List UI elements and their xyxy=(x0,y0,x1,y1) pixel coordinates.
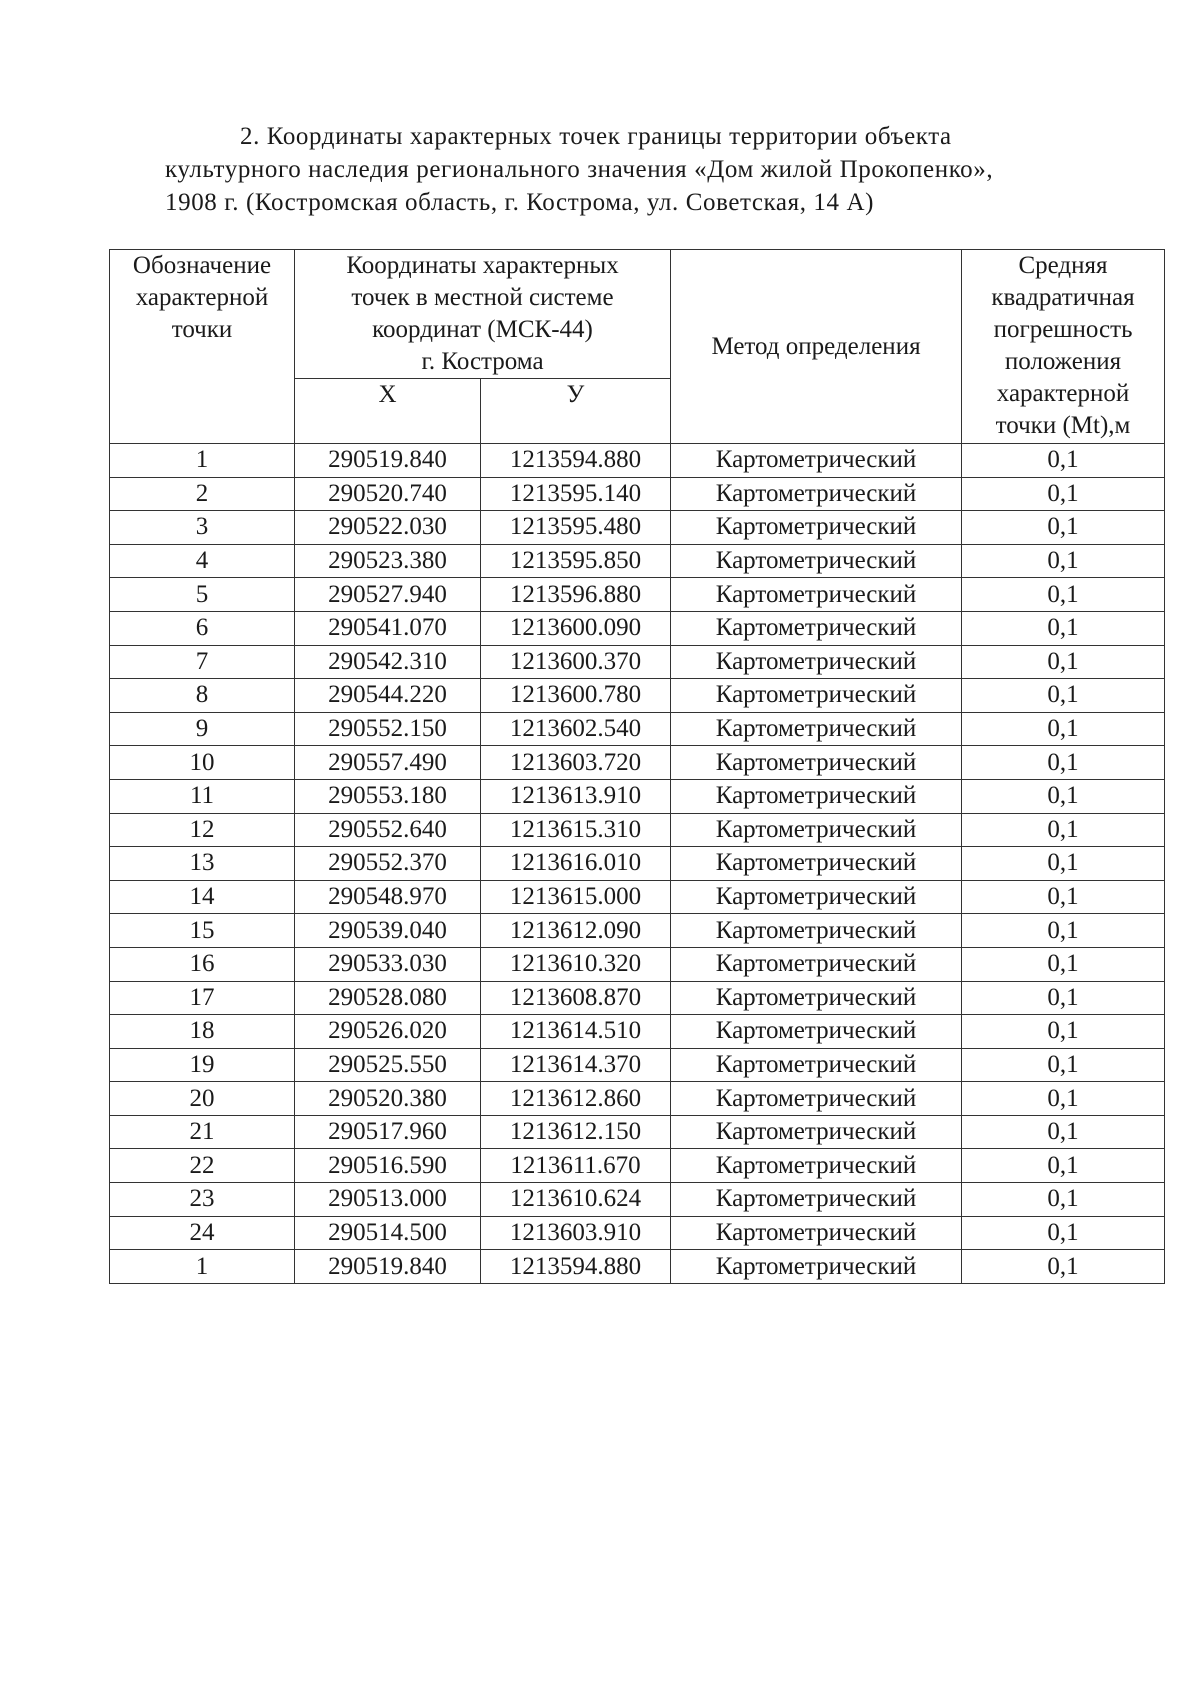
cell-mt: 0,1 xyxy=(962,1183,1165,1217)
cell-point-number: 9 xyxy=(110,712,295,746)
cell-y: 1213615.000 xyxy=(481,880,671,914)
cell-method: Картометрический xyxy=(671,1082,962,1116)
cell-method: Картометрический xyxy=(671,1048,962,1082)
cell-mt: 0,1 xyxy=(962,611,1165,645)
cell-mt: 0,1 xyxy=(962,477,1165,511)
cell-mt: 0,1 xyxy=(962,679,1165,713)
cell-x: 290553.180 xyxy=(295,779,481,813)
cell-mt: 0,1 xyxy=(962,914,1165,948)
header-error-line: квадратичная xyxy=(991,284,1135,311)
cell-mt: 0,1 xyxy=(962,712,1165,746)
cell-y: 1213613.910 xyxy=(481,779,671,813)
table-row xyxy=(110,1115,1165,1149)
cell-x: 290519.840 xyxy=(295,1250,481,1284)
cell-point-number: 14 xyxy=(110,880,295,914)
cell-point-number: 1 xyxy=(110,1250,295,1284)
cell-mt: 0,1 xyxy=(962,746,1165,780)
header-error-line: точки (Mt),м xyxy=(995,412,1131,439)
header-point-line: точки xyxy=(171,316,233,343)
header-coordinates xyxy=(295,250,671,379)
table-row xyxy=(110,544,1165,578)
cell-method: Картометрический xyxy=(671,779,962,813)
table-row xyxy=(110,1149,1165,1183)
cell-x: 290544.220 xyxy=(295,679,481,713)
cell-x: 290533.030 xyxy=(295,947,481,981)
cell-y: 1213602.540 xyxy=(481,712,671,746)
cell-x: 290513.000 xyxy=(295,1183,481,1217)
cell-mt: 0,1 xyxy=(962,1149,1165,1183)
table-row xyxy=(110,779,1165,813)
cell-x: 290541.070 xyxy=(295,611,481,645)
table-row xyxy=(110,981,1165,1015)
header-coords-line: точек в местной системе xyxy=(351,284,614,311)
cell-method: Картометрический xyxy=(671,578,962,612)
cell-point-number: 11 xyxy=(110,779,295,813)
cell-x: 290526.020 xyxy=(295,1015,481,1049)
cell-method: Картометрический xyxy=(671,1250,962,1284)
cell-point-number: 1 xyxy=(110,444,295,478)
cell-y: 1213608.870 xyxy=(481,981,671,1015)
cell-x: 290552.150 xyxy=(295,712,481,746)
cell-point-number: 8 xyxy=(110,679,295,713)
cell-y: 1213594.880 xyxy=(481,444,671,478)
cell-method: Картометрический xyxy=(671,1015,962,1049)
cell-method: Картометрический xyxy=(671,981,962,1015)
cell-y: 1213615.310 xyxy=(481,813,671,847)
cell-point-number: 24 xyxy=(110,1216,295,1250)
cell-method: Картометрический xyxy=(671,477,962,511)
table-row xyxy=(110,1015,1165,1049)
cell-method: Картометрический xyxy=(671,1115,962,1149)
cell-point-number: 21 xyxy=(110,1115,295,1149)
cell-mt: 0,1 xyxy=(962,1216,1165,1250)
header-coords-line: Координаты характерных xyxy=(346,252,619,279)
header-error-line: Средняя xyxy=(1018,252,1108,279)
cell-x: 290523.380 xyxy=(295,544,481,578)
cell-x: 290542.310 xyxy=(295,645,481,679)
cell-point-number: 10 xyxy=(110,746,295,780)
cell-point-number: 20 xyxy=(110,1082,295,1116)
cell-y: 1213610.320 xyxy=(481,947,671,981)
cell-method: Картометрический xyxy=(671,746,962,780)
header-point-line: характерной xyxy=(135,284,269,311)
cell-point-number: 4 xyxy=(110,544,295,578)
cell-point-number: 12 xyxy=(110,813,295,847)
cell-mt: 0,1 xyxy=(962,1015,1165,1049)
cell-y: 1213596.880 xyxy=(481,578,671,612)
cell-y: 1213595.140 xyxy=(481,477,671,511)
cell-method: Картометрический xyxy=(671,1149,962,1183)
cell-x: 290519.840 xyxy=(295,444,481,478)
cell-mt: 0,1 xyxy=(962,779,1165,813)
cell-x: 290516.590 xyxy=(295,1149,481,1183)
cell-point-number: 2 xyxy=(110,477,295,511)
cell-method: Картометрический xyxy=(671,444,962,478)
cell-point-number: 15 xyxy=(110,914,295,948)
cell-y: 1213603.910 xyxy=(481,1216,671,1250)
header-error-line: положения xyxy=(1004,348,1122,375)
table-body xyxy=(110,444,1165,1284)
cell-mt: 0,1 xyxy=(962,1250,1165,1284)
cell-mt: 0,1 xyxy=(962,880,1165,914)
header-mean-square-error xyxy=(962,250,1165,444)
cell-point-number: 16 xyxy=(110,947,295,981)
header-x: Х xyxy=(295,379,481,444)
header-coords-line: г. Кострома xyxy=(421,348,544,375)
cell-y: 1213603.720 xyxy=(481,746,671,780)
intro-line-3: 1908 г. (Костромская область, г. Кострома, ул. Советская, 14 А) xyxy=(165,189,875,216)
cell-mt: 0,1 xyxy=(962,444,1165,478)
cell-x: 290552.640 xyxy=(295,813,481,847)
cell-point-number: 23 xyxy=(110,1183,295,1217)
header-coords-line: координат (МСК-44) xyxy=(372,316,593,343)
table-row xyxy=(110,947,1165,981)
cell-mt: 0,1 xyxy=(962,1082,1165,1116)
cell-mt: 0,1 xyxy=(962,847,1165,881)
cell-x: 290548.970 xyxy=(295,880,481,914)
cell-mt: 0,1 xyxy=(962,645,1165,679)
cell-y: 1213612.860 xyxy=(481,1082,671,1116)
cell-point-number: 6 xyxy=(110,611,295,645)
intro-line-1: 2. Координаты характерных точек границы территории объекта xyxy=(240,123,952,150)
header-error-line: погрешность xyxy=(993,316,1133,343)
cell-y: 1213600.780 xyxy=(481,679,671,713)
table-row xyxy=(110,611,1165,645)
cell-x: 290539.040 xyxy=(295,914,481,948)
cell-point-number: 18 xyxy=(110,1015,295,1049)
table-row xyxy=(110,511,1165,545)
cell-y: 1213612.090 xyxy=(481,914,671,948)
table-row xyxy=(110,578,1165,612)
header-method: Метод определения xyxy=(671,250,962,444)
cell-y: 1213600.090 xyxy=(481,611,671,645)
table-row xyxy=(110,847,1165,881)
cell-mt: 0,1 xyxy=(962,1048,1165,1082)
cell-point-number: 5 xyxy=(110,578,295,612)
cell-point-number: 19 xyxy=(110,1048,295,1082)
cell-x: 290528.080 xyxy=(295,981,481,1015)
cell-method: Картометрический xyxy=(671,1183,962,1217)
cell-method: Картометрический xyxy=(671,947,962,981)
cell-point-number: 22 xyxy=(110,1149,295,1183)
cell-point-number: 13 xyxy=(110,847,295,881)
cell-y: 1213614.510 xyxy=(481,1015,671,1049)
header-error-line: характерной xyxy=(996,380,1130,407)
cell-method: Картометрический xyxy=(671,847,962,881)
cell-point-number: 3 xyxy=(110,511,295,545)
cell-method: Картометрический xyxy=(671,712,962,746)
header-y: У xyxy=(481,379,671,444)
cell-method: Картометрический xyxy=(671,1216,962,1250)
table-row xyxy=(110,477,1165,511)
header-point-designation xyxy=(110,250,295,444)
cell-mt: 0,1 xyxy=(962,544,1165,578)
table-row xyxy=(110,880,1165,914)
cell-method: Картометрический xyxy=(671,645,962,679)
header-point-line: Обозначение xyxy=(132,252,272,279)
coordinates-table xyxy=(109,249,1165,1284)
cell-method: Картометрический xyxy=(671,813,962,847)
cell-x: 290520.740 xyxy=(295,477,481,511)
table-header xyxy=(110,250,1165,444)
cell-point-number: 17 xyxy=(110,981,295,1015)
cell-x: 290522.030 xyxy=(295,511,481,545)
table-row xyxy=(110,914,1165,948)
cell-y: 1213616.010 xyxy=(481,847,671,881)
cell-method: Картометрический xyxy=(671,611,962,645)
intro-line-2: культурного наследия регионального значения «Дом жилой Прокопенко», xyxy=(165,156,994,183)
cell-x: 290525.550 xyxy=(295,1048,481,1082)
cell-y: 1213611.670 xyxy=(481,1149,671,1183)
cell-x: 290517.960 xyxy=(295,1115,481,1149)
table-row xyxy=(110,1082,1165,1116)
cell-mt: 0,1 xyxy=(962,813,1165,847)
intro-paragraph xyxy=(165,120,1100,219)
cell-mt: 0,1 xyxy=(962,947,1165,981)
cell-y: 1213610.624 xyxy=(481,1183,671,1217)
cell-point-number: 7 xyxy=(110,645,295,679)
cell-mt: 0,1 xyxy=(962,981,1165,1015)
table-row xyxy=(110,1048,1165,1082)
cell-mt: 0,1 xyxy=(962,578,1165,612)
cell-method: Картометрический xyxy=(671,914,962,948)
cell-x: 290527.940 xyxy=(295,578,481,612)
cell-y: 1213614.370 xyxy=(481,1048,671,1082)
cell-x: 290557.490 xyxy=(295,746,481,780)
cell-y: 1213600.370 xyxy=(481,645,671,679)
cell-method: Картометрический xyxy=(671,880,962,914)
table-row xyxy=(110,679,1165,713)
table-row xyxy=(110,1216,1165,1250)
cell-x: 290552.370 xyxy=(295,847,481,881)
table-row xyxy=(110,712,1165,746)
cell-mt: 0,1 xyxy=(962,511,1165,545)
cell-x: 290520.380 xyxy=(295,1082,481,1116)
table-row xyxy=(110,746,1165,780)
table-row xyxy=(110,444,1165,478)
cell-y: 1213612.150 xyxy=(481,1115,671,1149)
table-row xyxy=(110,1250,1165,1284)
table-row xyxy=(110,813,1165,847)
cell-method: Картометрический xyxy=(671,511,962,545)
table-row xyxy=(110,1183,1165,1217)
cell-y: 1213595.480 xyxy=(481,511,671,545)
cell-y: 1213595.850 xyxy=(481,544,671,578)
cell-y: 1213594.880 xyxy=(481,1250,671,1284)
table-row xyxy=(110,645,1165,679)
cell-method: Картометрический xyxy=(671,679,962,713)
cell-mt: 0,1 xyxy=(962,1115,1165,1149)
cell-x: 290514.500 xyxy=(295,1216,481,1250)
cell-method: Картометрический xyxy=(671,544,962,578)
